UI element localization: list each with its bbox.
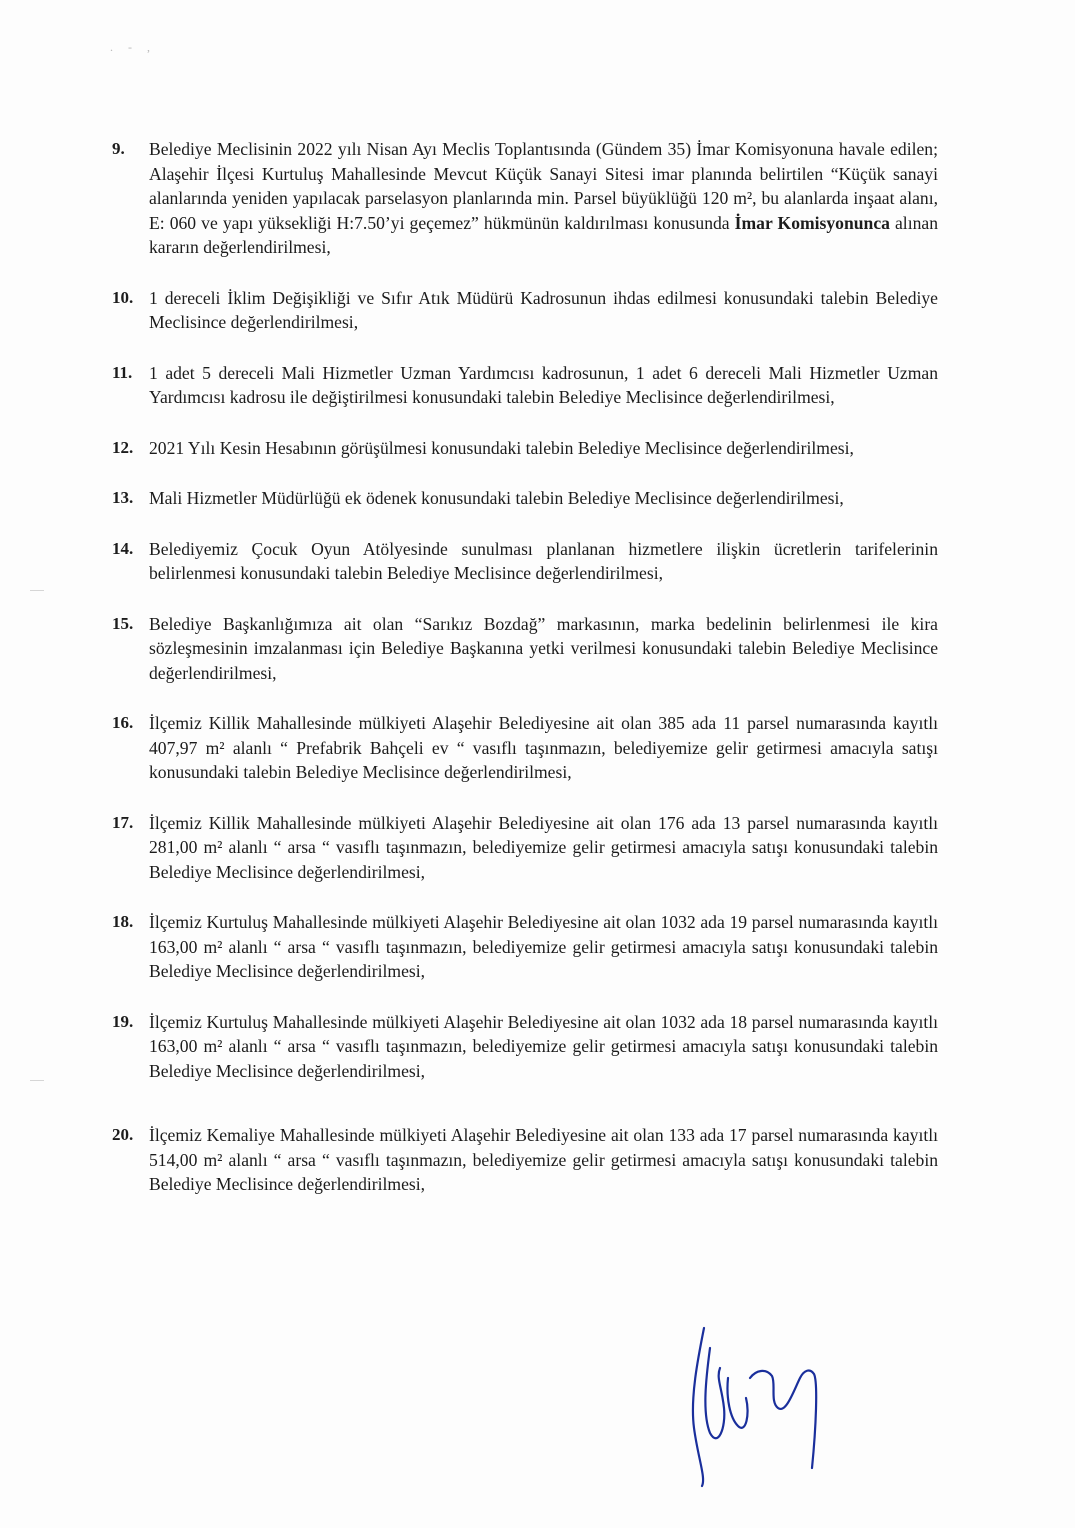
agenda-item-14 bbox=[112, 537, 938, 586]
signature-stroke bbox=[693, 1328, 816, 1486]
agenda-item-17 bbox=[112, 811, 938, 885]
item-number: 9. bbox=[112, 139, 125, 158]
item-number: 12. bbox=[112, 437, 134, 457]
item-number: 18. bbox=[112, 912, 134, 931]
agenda-item-19 bbox=[112, 1010, 938, 1084]
handwritten-signature bbox=[676, 1318, 846, 1488]
scan-specks: . - , bbox=[110, 40, 156, 54]
item-text: İlçemiz Kurtuluş Mahallesinde mülkiyeti Alaşehir Belediyesine ait olan 1032 ada 19 parsel numarasında kayıtlı 163,00 m² alanlı “ arsa “ vasıflı taşınmazın, belediyemize gelir getirmesi amacıyla satışı konusundaki talebin Belediye Meclisince değerlendirilmesi, bbox=[149, 912, 938, 981]
agenda-item-16 bbox=[112, 711, 938, 785]
agenda-item-10 bbox=[112, 286, 938, 335]
scan-edge-mark bbox=[30, 590, 44, 591]
agenda-list bbox=[112, 137, 938, 1197]
item-text: Belediye Meclisinin 2022 yılı Nisan Ayı Meclis Toplantısında (Gündem 35) İmar Komisyonuna havale edilen; Alaşehir İlçesi Kurtuluş Mahallesinde Mevcut Küçük Sanayi Sitesi imar planında belirtilen “Küçük sanayi alanlarında yeniden yapılacak parselasyon planlarında min. Parsel büyüklüğü 120 m², bu alanlarda inşaat alanı, E: 060 ve yapı yüksekliği H:7.50’yi geçemez” hükmünün kaldırılması konusunda İmar Komisyonunca alınan kararın değerlendirilmesi, bbox=[149, 139, 938, 257]
item-text-bold: İmar Komisyonunca bbox=[734, 212, 890, 233]
item-number: 10. bbox=[112, 287, 134, 307]
agenda-item-9 bbox=[112, 137, 938, 260]
item-number: 14. bbox=[112, 538, 134, 558]
item-text: İlçemiz Killik Mahallesinde mülkiyeti Alaşehir Belediyesine ait olan 176 ada 13 parsel numarasında kayıtlı 281,00 m² alanlı “ arsa “ vasıflı taşınmazın, belediyemize gelir getirmesi amacıyla satışı konusundaki talebin Belediye Meclisince değerlendirilmesi, bbox=[149, 812, 938, 882]
agenda-item-18 bbox=[112, 910, 938, 984]
item-number: 11. bbox=[112, 362, 133, 382]
item-number: 20. bbox=[112, 1125, 134, 1144]
item-text: Mali Hizmetler Müdürlüğü ek ödenek konusundaki talebin Belediye Meclisince değerlendirilmesi, bbox=[149, 488, 844, 508]
item-text: Belediyemiz Çocuk Oyun Atölyesinde sunulması planlanan hizmetlere ilişkin ücretlerin tarifelerinin belirlenmesi konusundaki talebin Belediye Meclisince değerlendirilmesi, bbox=[149, 538, 938, 583]
item-text: 1 adet 5 dereceli Mali Hizmetler Uzman Yardımcısı kadrosunun, 1 adet 6 dereceli Mali Hizmetler Uzman Yardımcısı kadrosu ile değiştirilmesi konusundaki talebin Belediye Meclisince değerlendirilmesi, bbox=[149, 362, 938, 407]
item-text: İlçemiz Kemaliye Mahallesinde mülkiyeti Alaşehir Belediyesine ait olan 133 ada 17 parsel numarasında kayıtlı 514,00 m² alanlı “ arsa “ vasıflı taşınmazın, belediyemize gelir getirmesi amacıyla satışı konusundaki talebin Belediye Meclisince değerlendirilmesi, bbox=[149, 1125, 938, 1194]
agenda-item-13 bbox=[112, 486, 938, 511]
item-text: 1 dereceli İklim Değişikliği ve Sıfır Atık Müdürü Kadrosunun ihdas edilmesi konusundaki talebin Belediye Meclisince değerlendirilmesi, bbox=[149, 287, 938, 332]
item-text: İlçemiz Kurtuluş Mahallesinde mülkiyeti Alaşehir Belediyesine ait olan 1032 ada 18 parsel numarasında kayıtlı 163,00 m² alanlı “ arsa “ vasıflı taşınmazın, belediyemize gelir getirmesi amacıyla satışı konusundaki talebin Belediye Meclisince değerlendirilmesi, bbox=[149, 1011, 938, 1081]
agenda-item-11 bbox=[112, 361, 938, 410]
item-number: 19. bbox=[112, 1011, 134, 1031]
item-number: 16. bbox=[112, 713, 134, 732]
agenda-item-15 bbox=[112, 612, 938, 686]
agenda-item-12 bbox=[112, 436, 938, 461]
item-number: 15. bbox=[112, 613, 134, 633]
item-text: İlçemiz Killik Mahallesinde mülkiyeti Alaşehir Belediyesine ait olan 385 ada 11 parsel numarasında kayıtlı 407,97 m² alanlı “ Prefabrik Bahçeli ev “ vasıflı taşınmazın, belediyemize gelir getirmesi amacıyla satışı konusundaki talebin Belediye Meclisince değerlendirilmesi, bbox=[149, 713, 938, 782]
item-text: 2021 Yılı Kesin Hesabının görüşülmesi konusundaki talebin Belediye Meclisince değerlendirilmesi, bbox=[149, 437, 854, 458]
item-number: 17. bbox=[112, 812, 134, 832]
item-text: Belediye Başkanlığımıza ait olan “Sarıkız Bozdağ” markasının, marka bedelinin belirlenmesi ile kira sözleşmesinin imzalanması için Belediye Başkanına yetki verilmesi konusundaki talebin Belediye Meclisince değerlendirilmesi, bbox=[149, 613, 938, 683]
agenda-item-20 bbox=[112, 1123, 938, 1197]
scan-edge-mark bbox=[30, 1080, 44, 1081]
item-number: 13. bbox=[112, 488, 134, 507]
